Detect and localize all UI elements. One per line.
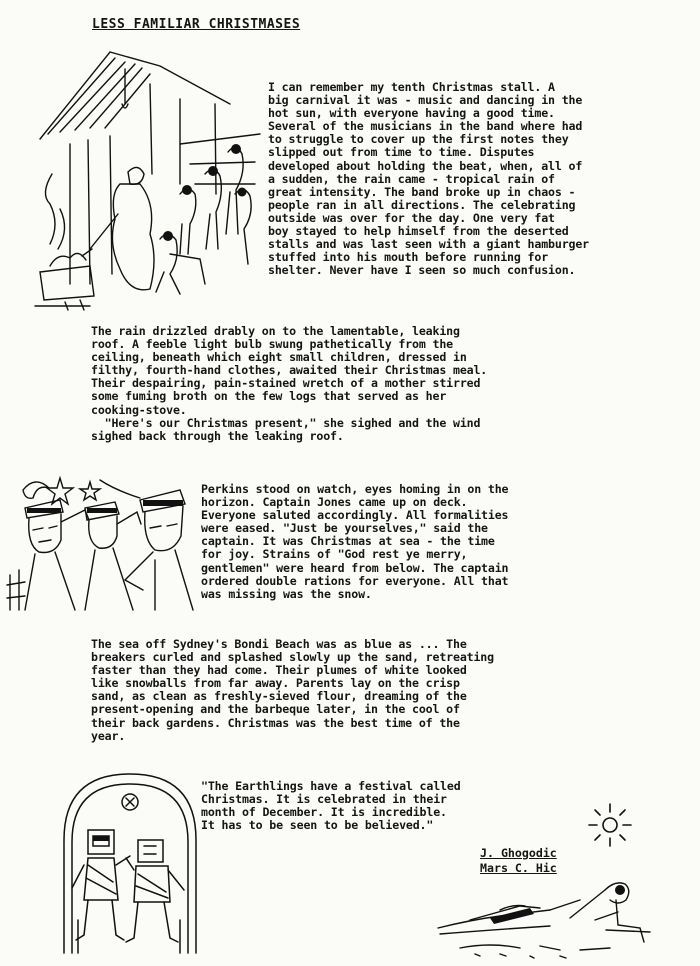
paragraph-at-sea: Perkins stood on watch, eyes homing in on the horizon. Captain Jones came up on deck. Everyone saluted accordingly. All formalities were eased. "Just be yourselves," said the captain. It was Christmas at sea - the time for joy. Strains of "God rest ye merry, gentlemen" were heard from below. The captain ordered double rations for everyone. All that was missing was the snow. <box>201 482 509 601</box>
paragraph-leaking-roof: The rain drizzled drably on to the lamentable, leaking roof. A feeble light bulb swung pathetically from the ceiling, beneath which eight small children, dressed in filthy, fourth-hand clothes, awaited their Christmas meal. Their despairing, pain-stained wretch of a mother stirred some fuming broth on the few logs that served as her cooking-stove. "Here's our Christmas present," she sighed and the wind sighed back through the leaking roof. <box>91 324 488 443</box>
martian-robots-icon <box>58 770 203 955</box>
paragraph-carnival: I can remember my tenth Christmas stall. A big carnival it was - music and dancing in the hot sun, with everyone having a good time. Several of the musicians in the band where had to struggle to cover up the first notes they slipped out from time to time. Disputes developed about holding the beat, when, all of a sudden, the rain came - tropical rain of great intensity. The band broke up in chaos - people ran in all directions. The celebrating outside was over for the day. One very fat boy stayed to help himself from the deserted stalls and was last seen with a giant hamburger stuffed into his mouth before running for shelter. Never have I seen so much confusion. <box>268 80 590 278</box>
paragraph-earthlings: "The Earthlings have a festival called Christmas. It is celebrated in their month of December. It is incredible. It has to be seen to be believed." <box>201 779 461 833</box>
page-title: LESS FAMILIAR CHRISTMASES <box>92 17 301 32</box>
saluting-sailors-icon <box>5 470 200 615</box>
signature-name: J. Ghogodic <box>480 846 557 860</box>
signature-place: Mars C. Hic <box>480 861 557 875</box>
hut-scene-icon <box>30 44 265 314</box>
beach-sunbather-icon <box>430 870 660 960</box>
sun-icon <box>585 800 635 850</box>
paragraph-bondi-beach: The sea off Sydney's Bondi Beach was as blue as ... The breakers curled and splashed slowly up the sand, retreating faster than they had come. Their plumes of white looked like snowballs from far away. Parents lay on the crisp sand, as clean as freshly-sieved flour, dreaming of the present-opening and the barbeque later, in the cool of their back gardens. Christmas was the best time of the year. <box>91 637 494 743</box>
